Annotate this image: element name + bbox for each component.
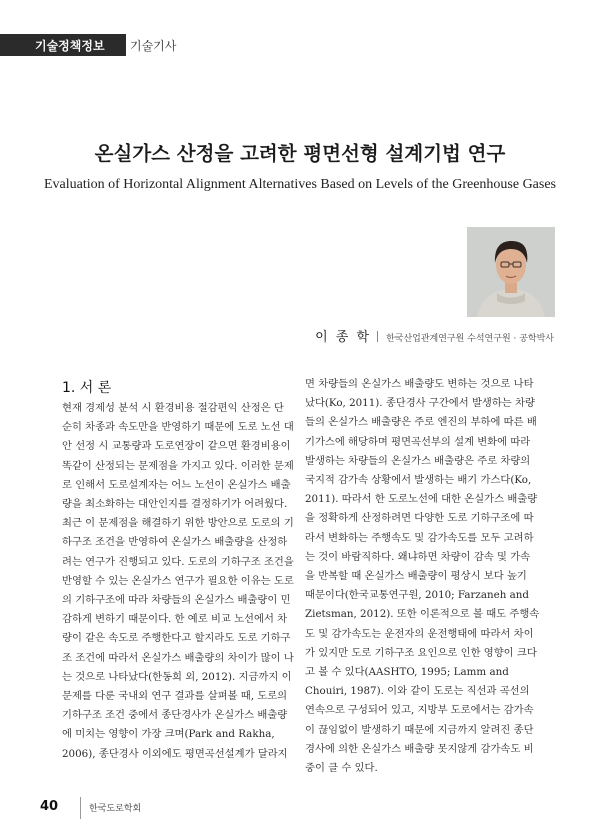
subcategory-label: 기술기사 <box>130 39 177 53</box>
body-text-line: 중이 클 수 있다. <box>305 762 378 775</box>
body-text-line: 하구조 조건을 반영하여 온실가스 배출량을 산정하 <box>62 536 288 549</box>
body-text-line: 기하구조 조건 중에서 종단경사가 온실가스 배출량 <box>62 709 288 722</box>
body-text-line: 2006), 종단경사 이외에도 평면곡선설계가 달라지 <box>62 747 288 760</box>
body-text-line: 반영할 수 있는 온실가스 연구가 필요한 이유는 도로 <box>62 574 294 587</box>
body-text-line: 의 기하구조에 따라 차량들의 온실가스 배출량이 민 <box>62 594 291 607</box>
body-text-line: 려는 연구가 진행되고 있다. 도로의 기하구조 조건을 <box>62 555 294 568</box>
body-text-line: 조 조건에 따라서 온실가스 배출량의 차이가 많이 나 <box>62 651 294 664</box>
body-text-line: 국지적 감가속 상황에서 발생하는 배기 가스다(Ko, <box>305 474 532 487</box>
footer-organization: 한국도로학회 <box>89 804 142 814</box>
body-text-line: 기가스에 해당하며 평면곡선부의 설계 변화에 따라 <box>305 435 531 448</box>
body-text-line: 가 있지만 도로 기하구조 요인으로 인한 영향이 크다 <box>305 646 537 659</box>
author-photo <box>467 227 555 317</box>
body-text-line: 경사에 의한 온실가스 배출량 못지않게 감가속도 비 <box>305 742 534 755</box>
body-text-line: 발생하는 차량들의 온실가스 배출량은 주로 차량의 <box>305 454 531 467</box>
body-text-line: 면 차량들의 온실가스 배출량도 변하는 것으로 나타 <box>305 378 534 390</box>
body-text-line: 났다(Ko, 2011). 종단경사 구간에서 발생하는 차량 <box>305 397 535 410</box>
body-text-line: 에 미치는 영향이 가장 크며(Park and Rakha, <box>62 728 275 741</box>
body-text-line: 연속으로 구성되어 있고, 지방부 도로에서는 감가속 <box>305 704 534 717</box>
body-text-line: 량을 최소화하는 대안인지를 결정하기가 어려웠다. <box>62 498 288 511</box>
article-title-english: Evaluation of Horizontal Alignment Alternatives Based on Levels of the Greenhouse Gases <box>43 177 557 192</box>
footer-divider <box>80 797 81 819</box>
author-photo-image <box>467 227 555 317</box>
article-title-korean: 온실가스 산정을 고려한 평면선형 설계기법 연구 <box>94 142 506 165</box>
body-text-line: 감하게 변하기 때문이다. 한 예로 비교 노선에서 차 <box>62 613 288 626</box>
body-text-line: 는 것으로 나타났다(한동희 외, 2012). 지금까지 이 <box>62 670 292 683</box>
left-text-column <box>62 399 322 764</box>
body-text-line: 로 인해서 도로설계자는 어느 노선이 온실가스 배출 <box>62 478 291 491</box>
body-text-line: 을 반복할 때 온실가스 배출량이 평상시 보다 높기 <box>305 570 527 583</box>
body-text-line: 최근 이 문제점을 해결하기 위한 방안으로 도로의 기 <box>62 517 294 530</box>
body-text-line: 똑같이 산정되는 문제점을 가지고 있다. 이러한 문제 <box>62 459 294 472</box>
author-affiliation: 한국산업관계연구원 수석연구원 · 공학박사 <box>386 334 554 344</box>
body-text-line: 들의 온실가스 배출량은 주로 엔진의 부하에 따른 배 <box>305 416 537 429</box>
body-text-line: 도 및 감가속도는 운전자의 운전행태에 따라서 차이 <box>305 627 534 640</box>
body-text-line: 2011). 따라서 한 도로노선에 대한 온실가스 배출량 <box>305 493 538 506</box>
body-text-line: 현재 경제성 분석 시 환경비용 절감편익 산정은 단 <box>62 402 284 414</box>
body-text-line: 라서 변화하는 주행속도 및 감가속도를 모두 고려하 <box>305 531 534 544</box>
author-line <box>315 326 554 345</box>
category-label: 기술정책정보 <box>35 39 105 53</box>
body-text-line: 이 끊임없이 발생하기 때문에 지금까지 알려진 종단 <box>305 723 534 736</box>
body-text-line: 는 것이 바람직하다. 왜냐하면 차량이 감속 및 가속 <box>305 550 531 563</box>
body-text-line: 때문이다(한국교통연구원, 2010; Farzaneh and <box>305 589 529 602</box>
right-text-column <box>305 375 565 778</box>
body-text-line: 안 선정 시 교통량과 도로연장이 같으면 환경비용이 <box>62 440 291 453</box>
body-text-line: 량이 같은 속도로 주행한다고 할지라도 도로 기하구 <box>62 632 291 645</box>
page-number: 40 <box>40 799 59 814</box>
body-text-line: Chouiri, 1987). 이와 같이 도로는 직선과 곡선의 <box>305 685 530 698</box>
author-name: 이 종 학 <box>315 330 372 345</box>
body-text-line: 고 볼 수 있다(AASHTO, 1995; Lamm and <box>305 666 509 679</box>
body-text-line: Zietsman, 2012). 또한 이론적으로 볼 때도 주행속 <box>305 608 540 621</box>
body-text-line: 문제를 다룬 국내외 연구 결과를 살펴볼 때, 도로의 <box>62 690 288 703</box>
header-bar <box>0 34 600 56</box>
section-heading: 1. 서 론 <box>62 380 112 396</box>
body-text-line: 순히 차종과 속도만을 반영하기 때문에 도로 노선 대 <box>62 421 294 434</box>
body-text-line: 을 정확하게 산정하려면 다양한 도로 기하구조에 따 <box>305 512 534 525</box>
page-footer <box>0 797 600 821</box>
author-divider <box>377 331 378 342</box>
